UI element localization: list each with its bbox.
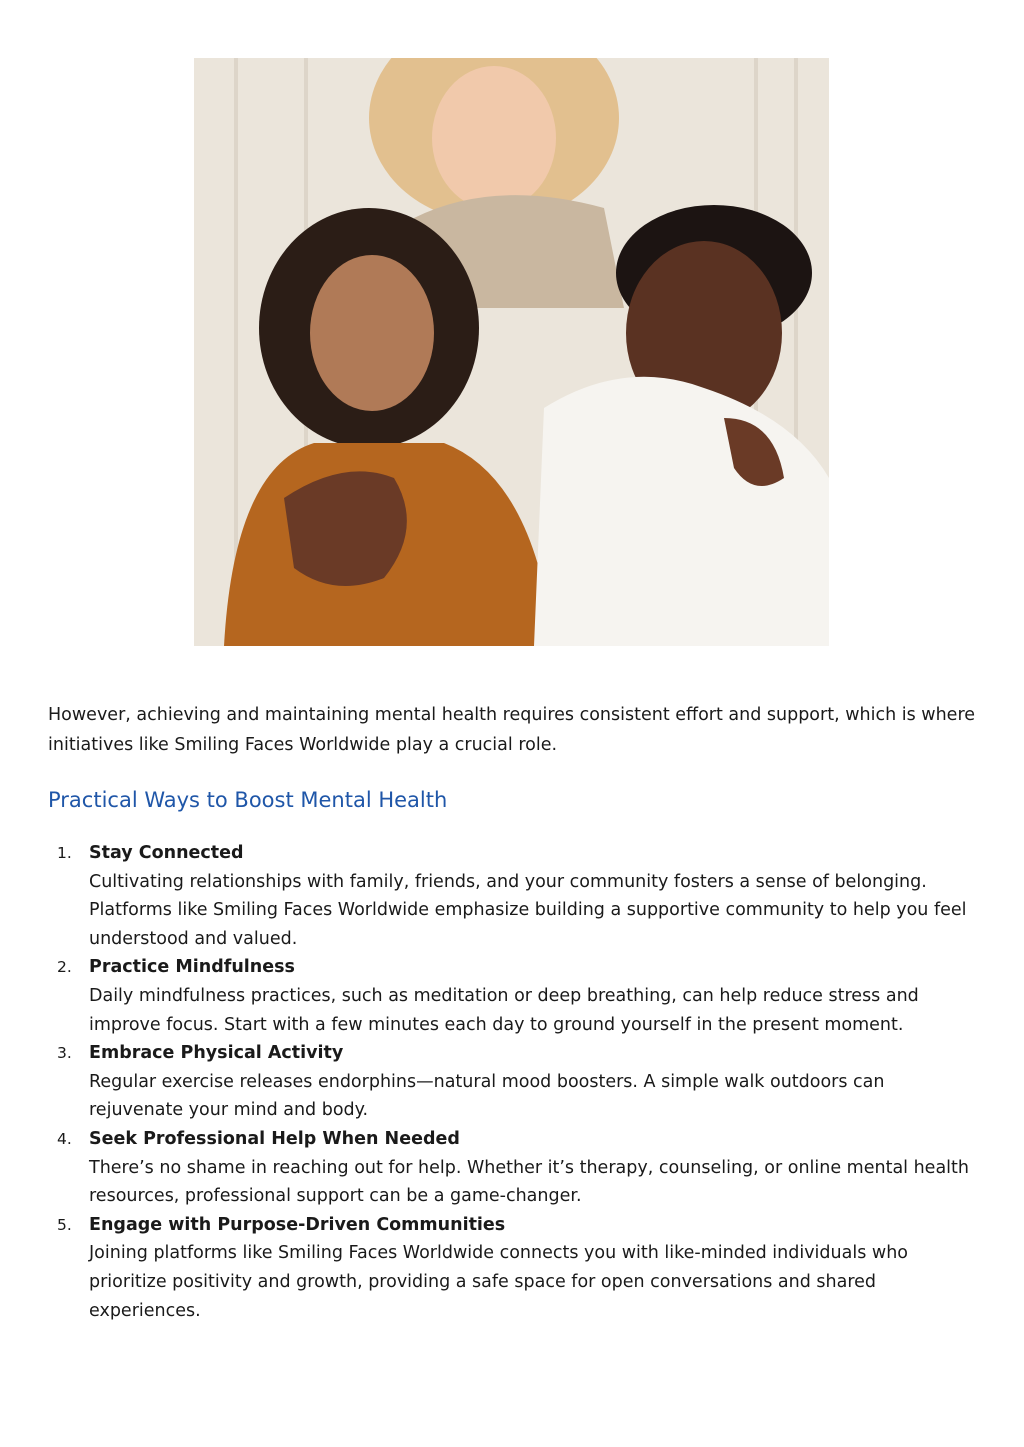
tip-body: Regular exercise releases endorphins—natural mood boosters. A simple walk outdoors can rejuvenate your mind and body.: [89, 1071, 885, 1121]
tip-title: Stay Connected: [89, 843, 244, 863]
tips-list: [48, 839, 978, 1325]
tip-item: [48, 1211, 978, 1325]
family-photo: [194, 58, 829, 646]
tip-item: [48, 1125, 978, 1211]
tip-body: There’s no shame in reaching out for help. Whether it’s therapy, counseling, or online mental health resources, professional support can be a game-changer.: [89, 1157, 969, 1207]
tip-item: [48, 1039, 978, 1125]
tip-body: Cultivating relationships with family, friends, and your community fosters a sense of belonging. Platforms like Smiling Faces Worldwide emphasize building a supportive community to help you feel understood and valued.: [89, 871, 967, 949]
tip-item: [48, 839, 978, 953]
tip-number: 1.: [57, 844, 72, 862]
intro-paragraph: However, achieving and maintaining mental health requires consistent effort and support, which is where initiatives like Smiling Faces Worldwide play a crucial role.: [48, 705, 976, 755]
tip-item: [48, 953, 978, 1039]
tip-number: 5.: [57, 1215, 72, 1234]
tip-title: Embrace Physical Activity: [89, 1043, 344, 1064]
tip-body: Daily mindfulness practices, such as meditation or deep breathing, can help reduce stress and improve focus. Start with a few minutes each day to ground yourself in the present moment.: [89, 985, 919, 1035]
tip-number: 3.: [57, 1044, 72, 1063]
tip-number: 2.: [57, 958, 72, 977]
tip-title: Practice Mindfulness: [89, 957, 295, 978]
article-content: [48, 700, 978, 1325]
tip-title: Engage with Purpose-Driven Communities: [89, 1214, 506, 1235]
tip-body: Joining platforms like Smiling Faces Worldwide connects you with like-minded individuals who prioritize positivity and growth, providing a safe space for open conversations and shared experiences.: [89, 1243, 908, 1321]
tip-number: 4.: [57, 1129, 72, 1148]
section-heading: Practical Ways to Boost Mental Health: [48, 788, 448, 812]
tip-title: Seek Professional Help When Needed: [89, 1128, 460, 1149]
